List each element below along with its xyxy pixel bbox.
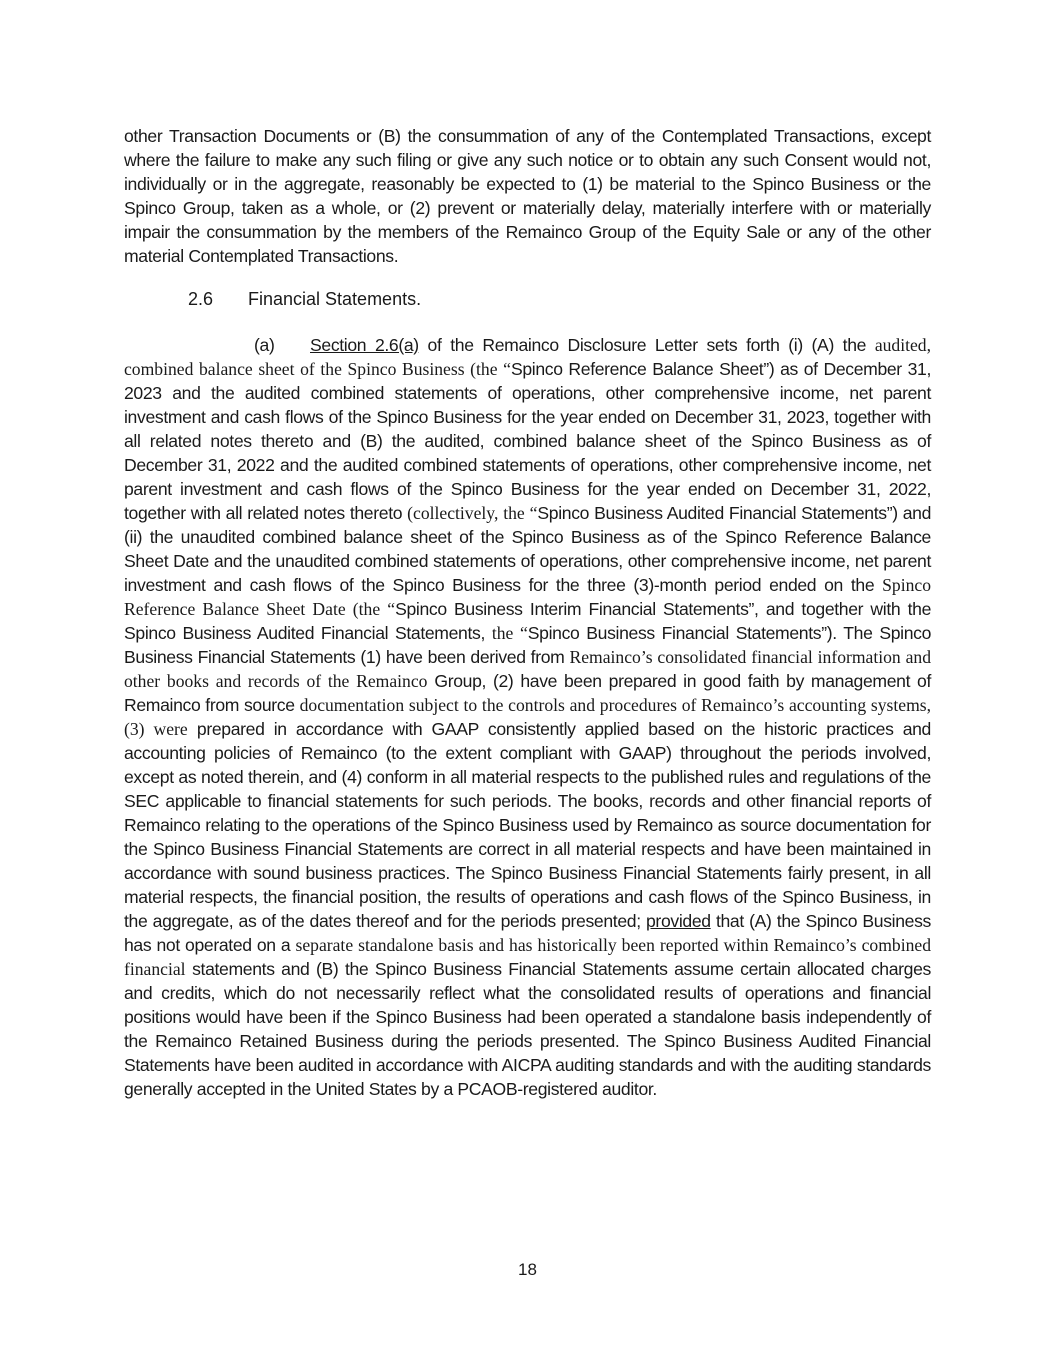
defined-term: Spinco Reference Balance Sheet <box>510 359 764 379</box>
text-run: ”). The Spinco Business Financial Statements (1) have been derived from <box>124 623 932 667</box>
page-number: 18 <box>518 1260 537 1279</box>
text-run-serif: Remainco’s consolidated financial information and other books and records of the Remainco <box>124 647 931 691</box>
text-run-serif: the “ <box>491 623 528 643</box>
text-run: of the Remainco Disclosure Letter sets forth (i) (A) the <box>418 335 875 355</box>
paragraph-continuation: other Transaction Documents or (B) the consummation of any of the Contemplated Transactions, except where the failure to make any such filing or give any such notice or to obtain any such Consent would not, individually or in the aggregate, reasonably be expected to (1) be material to the Spinco Business or the Spinco Group, taken as a whole, or (2) prevent or materially delay, materially interfere with or materially impair the consummation by the members of the Remainco Group of the Equity Sale or any of the other material Contemplated Transactions. <box>124 126 931 266</box>
text-run-serif: audited, combined balance sheet of the Spinco Business (the “ <box>124 335 931 379</box>
text-run: prepared in accordance with GAAP consistently applied based on the historic practices and accounting policies of Remainco (to the extent compliant with GAAP) throughout the periods involved, except as noted therein, and (4) conform in all material respects to the published rules and regulations of the SEC applicable to financial statements for such periods. The books, records and other financial reports of Remainco relating to the operations of the Spinco Business used by Remainco as source documentation for the Spinco Business Financial Statements are correct in all material respects and have been maintained in accordance with sound business practices. The Spinco Business Financial Statements fairly present, in all material respects, the financial position, the results of operations and cash flows of the Spinco Business, in the aggregate, as of the dates thereof and for the periods presented; <box>124 719 931 931</box>
section-heading <box>188 287 421 311</box>
defined-term: Spinco Business Financial Statements <box>527 623 822 643</box>
section-reference: Section 2.6(a) <box>310 335 419 355</box>
text-run: ”) and (ii) the unaudited combined balance sheet of the Spinco Business as of the Spinco Reference Balance Sheet Date and the unaudited combined statements of operations, other comprehensive income, net parent investment and cash flows of the Spinco Business for the three (3)-month period ended on the <box>124 503 932 595</box>
text-run-serif: Spinco Reference Balance Sheet Date (the “ <box>124 575 931 619</box>
defined-term: Spinco Business Interim Financial Statements <box>395 599 749 619</box>
text-run: ”, and together with the Spinco Business Audited Financial Statements, <box>124 599 932 643</box>
text-run: that (A) the Spinco Business has not operated on a <box>124 911 931 955</box>
section-title: Financial Statements. <box>248 289 422 309</box>
section-number: 2.6 <box>188 289 214 309</box>
text-run-serif: separate standalone basis and has historically been reported within Remainco’s combined financial <box>124 935 931 979</box>
paragraph-financial-statements <box>124 333 931 1101</box>
text-run: Group, (2) have been prepared in good faith by management of Remainco from source <box>124 671 932 715</box>
text-run-serif: (collectively, the “ <box>407 503 538 523</box>
defined-term: Spinco Business Audited Financial Statements <box>537 503 887 523</box>
text-run-serif: documentation subject to the controls and procedures of Remainco’s accounting systems, (3) were <box>124 695 932 739</box>
provided-term: provided <box>646 911 711 931</box>
text-run: statements and (B) the Spinco Business Financial Statements assume certain allocated charges and credits, which do not necessarily reflect what the consolidated results of operations and financial positions would have been if the Spinco Business had been operated a standalone basis independently of the Remainco Retained Business during the periods presented. The Spinco Business Audited Financial Statements have been audited in accordance with AICPA auditing standards and with the auditing standards generally accepted in the United States by a PCAOB-registered auditor. <box>124 959 931 1099</box>
subsection-label: (a) <box>254 335 275 355</box>
text-run: ”) as of December 31, 2023 and the audited combined statements of operations, other comprehensive income, net parent investment and cash flows of the Spinco Business for the year ended on December 31, 2023, together with all related notes thereto and (B) the audited, combined balance sheet of the Spinco Business as of December 31, 2022 and the audited combined statements of operations, other comprehensive income, net parent investment and cash flows of the Spinco Business for the year ended on December 31, 2022, together with all related notes thereto <box>124 359 931 523</box>
